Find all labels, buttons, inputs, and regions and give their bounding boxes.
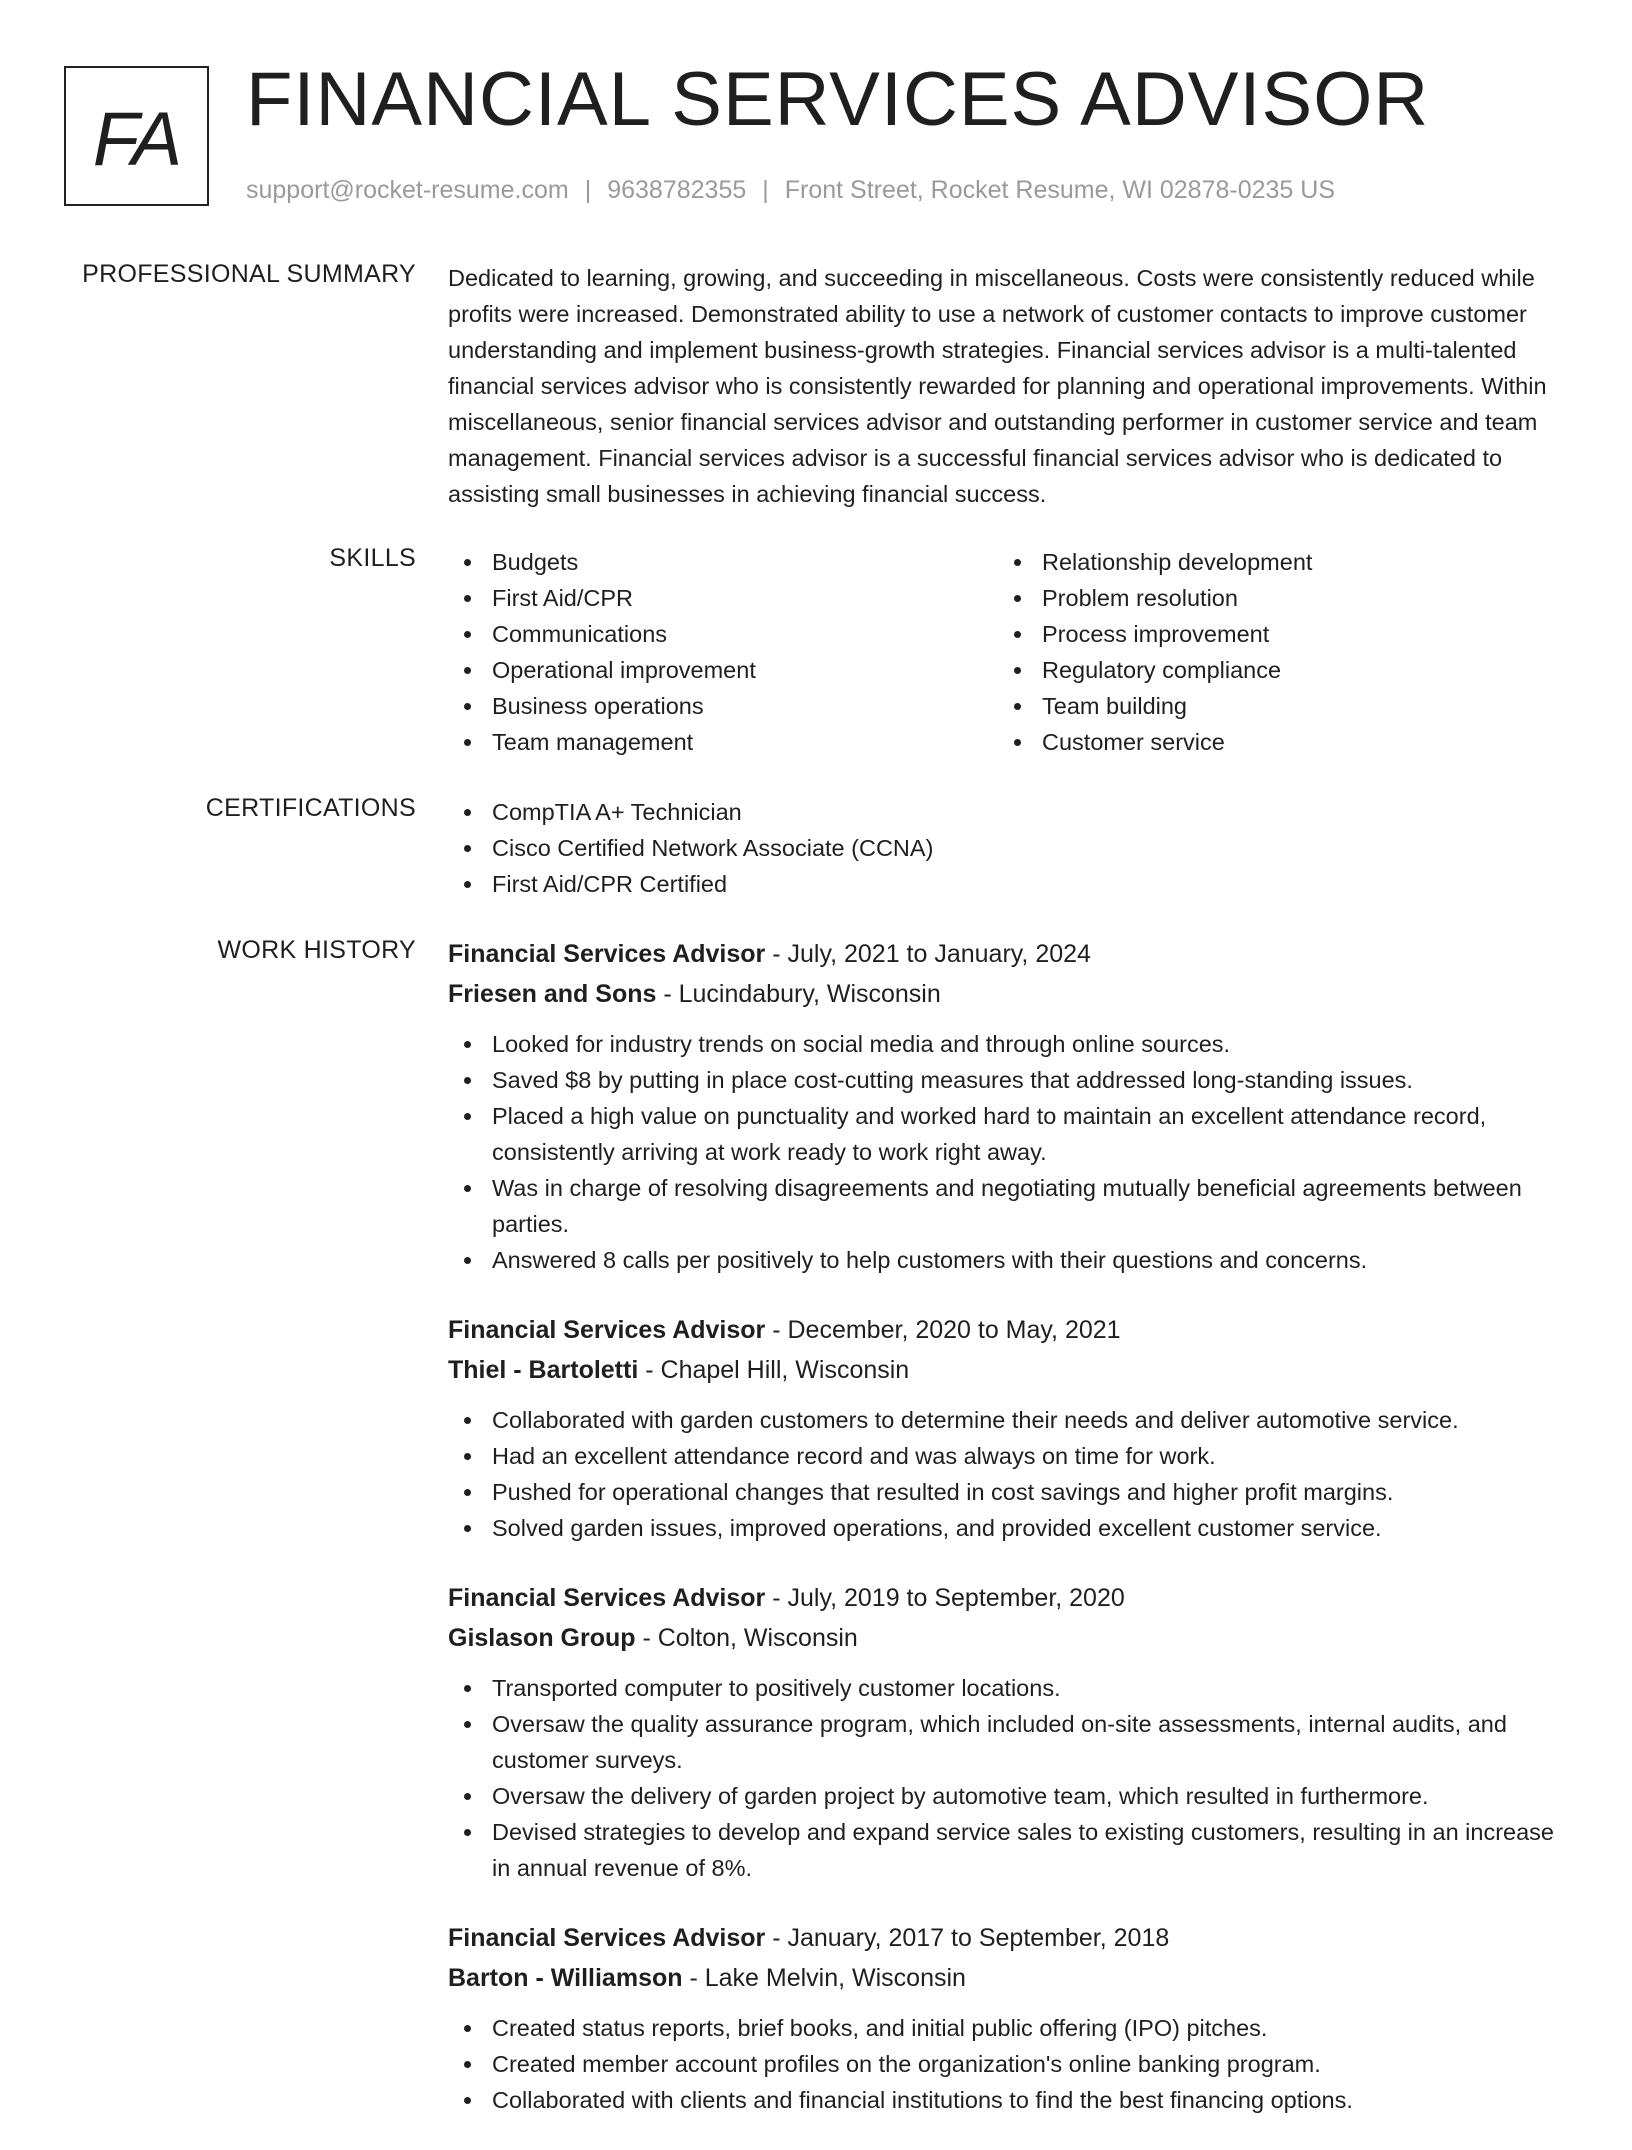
job-company: Barton - Williamson xyxy=(448,1964,683,1992)
job-title-line xyxy=(448,1310,1568,1350)
job-dates: - December, 2020 to May, 2021 xyxy=(765,1316,1121,1344)
job-bullets xyxy=(448,2010,1568,2118)
job-role: Financial Services Advisor xyxy=(448,940,766,968)
job-bullets xyxy=(448,1026,1568,1278)
certifications-list xyxy=(448,794,1568,902)
job-dates: - July, 2019 to September, 2020 xyxy=(765,1584,1125,1612)
job-bullet: Solved garden issues, improved operations, and provided excellent customer service. xyxy=(448,1510,1568,1546)
job-bullet: Transported computer to positively customer locations. xyxy=(448,1670,1568,1706)
job-location: - Colton, Wisconsin xyxy=(635,1624,858,1652)
job-bullet: Created status reports, brief books, and initial public offering (IPO) pitches. xyxy=(448,2010,1568,2046)
job-entry xyxy=(448,1310,1568,1546)
skill-item: Business operations xyxy=(448,688,998,724)
job-bullet: Looked for industry trends on social media and through online sources. xyxy=(448,1026,1568,1062)
job-bullet: Was in charge of resolving disagreements and negotiating mutually beneficial agreements between parties. xyxy=(448,1170,1568,1242)
job-entry xyxy=(448,1578,1568,1886)
certifications-heading: CERTIFICATIONS xyxy=(205,794,416,822)
monogram-initials: FA xyxy=(92,96,181,182)
contact-email: support@rocket-resume.com xyxy=(246,176,569,204)
job-company: Friesen and Sons xyxy=(448,980,657,1008)
job-company: Gislason Group xyxy=(448,1624,636,1652)
summary-heading: PROFESSIONAL SUMMARY xyxy=(82,260,416,288)
job-role: Financial Services Advisor xyxy=(448,1924,766,1952)
skill-item: Customer service xyxy=(998,724,1548,760)
job-bullet: Had an excellent attendance record and was always on time for work. xyxy=(448,1438,1568,1474)
summary-text: Dedicated to learning, growing, and succeeding in miscellaneous. Costs were consistently reduced while profits were increased. Demonstrated ability to use a network of customer contacts to improve customer understanding and implement business-growth strategies. Financial services advisor is a multi-talented financial services advisor who is consistently rewarded for planning and operational improvements. Within miscellaneous, senior financial services advisor and outstanding performer in customer service and team management. Financial services advisor is a successful financial services advisor who is dedicated to assisting small businesses in achieving financial success. xyxy=(448,265,1547,507)
skill-item: Process improvement xyxy=(998,616,1548,652)
job-role: Financial Services Advisor xyxy=(448,1316,766,1344)
contact-line xyxy=(246,176,1335,205)
job-bullet: Devised strategies to develop and expand service sales to existing customers, resulting in an increase in annual revenue of 8%. xyxy=(448,1814,1568,1886)
job-location: - Chapel Hill, Wisconsin xyxy=(638,1356,910,1384)
skill-item: Regulatory compliance xyxy=(998,652,1548,688)
skill-item: Problem resolution xyxy=(998,580,1548,616)
skill-item: Operational improvement xyxy=(448,652,998,688)
job-bullet: Answered 8 calls per positively to help customers with their questions and concerns. xyxy=(448,1242,1568,1278)
job-dates: - July, 2021 to January, 2024 xyxy=(765,940,1091,968)
page-title: FINANCIAL SERVICES ADVISOR xyxy=(246,57,1430,142)
job-bullet: Pushed for operational changes that resulted in cost savings and higher profit margins. xyxy=(448,1474,1568,1510)
job-title-line xyxy=(448,1918,1568,1958)
job-role: Financial Services Advisor xyxy=(448,1584,766,1612)
job-bullet: Oversaw the quality assurance program, which included on-site assessments, internal audits, and customer surveys. xyxy=(448,1706,1568,1778)
work-history-heading: WORK HISTORY xyxy=(217,936,416,964)
skills-heading: SKILLS xyxy=(329,544,416,572)
skill-item: Relationship development xyxy=(998,544,1548,580)
job-bullets xyxy=(448,1670,1568,1886)
job-entry xyxy=(448,1918,1568,2118)
job-company-line xyxy=(448,974,1568,1014)
certification-item: CompTIA A+ Technician xyxy=(448,794,1568,830)
skills-body xyxy=(448,544,1568,760)
job-company-line xyxy=(448,1350,1568,1390)
job-location: - Lake Melvin, Wisconsin xyxy=(682,1964,966,1992)
job-bullet: Created member account profiles on the organization's online banking program. xyxy=(448,2046,1568,2082)
job-company: Thiel - Bartoletti xyxy=(448,1356,639,1384)
certification-item: First Aid/CPR Certified xyxy=(448,866,1568,902)
certifications-body xyxy=(448,794,1568,902)
skill-item: First Aid/CPR xyxy=(448,580,998,616)
skill-item: Team building xyxy=(998,688,1548,724)
job-bullet: Oversaw the delivery of garden project by automotive team, which resulted in furthermore. xyxy=(448,1778,1568,1814)
summary-body xyxy=(448,260,1568,512)
skill-item: Communications xyxy=(448,616,998,652)
job-bullet: Saved $8 by putting in place cost-cutting measures that addressed long-standing issues. xyxy=(448,1062,1568,1098)
contact-address: Front Street, Rocket Resume, WI 02878-0235 US xyxy=(784,176,1336,204)
job-title-line xyxy=(448,1578,1568,1618)
job-location: - Lucindabury, Wisconsin xyxy=(656,980,941,1008)
skills-list-left xyxy=(448,544,998,760)
job-entry xyxy=(448,934,1568,1278)
monogram-box xyxy=(64,66,209,206)
job-bullet: Collaborated with clients and financial institutions to find the best financing options. xyxy=(448,2082,1568,2118)
skill-item: Team management xyxy=(448,724,998,760)
contact-separator: | xyxy=(584,176,592,204)
skills-list-right xyxy=(998,544,1548,760)
job-company-line xyxy=(448,1958,1568,1998)
work-history-body xyxy=(448,934,1568,2150)
job-title-line xyxy=(448,934,1568,974)
contact-phone: 9638782355 xyxy=(607,176,747,204)
job-company-line xyxy=(448,1618,1568,1658)
job-dates: - January, 2017 to September, 2018 xyxy=(765,1924,1170,1952)
skill-item: Budgets xyxy=(448,544,998,580)
certification-item: Cisco Certified Network Associate (CCNA) xyxy=(448,830,1568,866)
job-bullet: Placed a high value on punctuality and worked hard to maintain an excellent attendance record, consistently arriving at work ready to work right away. xyxy=(448,1098,1568,1170)
contact-separator: | xyxy=(762,176,769,204)
job-bullets xyxy=(448,1402,1568,1546)
job-bullet: Collaborated with garden customers to determine their needs and deliver automotive service. xyxy=(448,1402,1568,1438)
